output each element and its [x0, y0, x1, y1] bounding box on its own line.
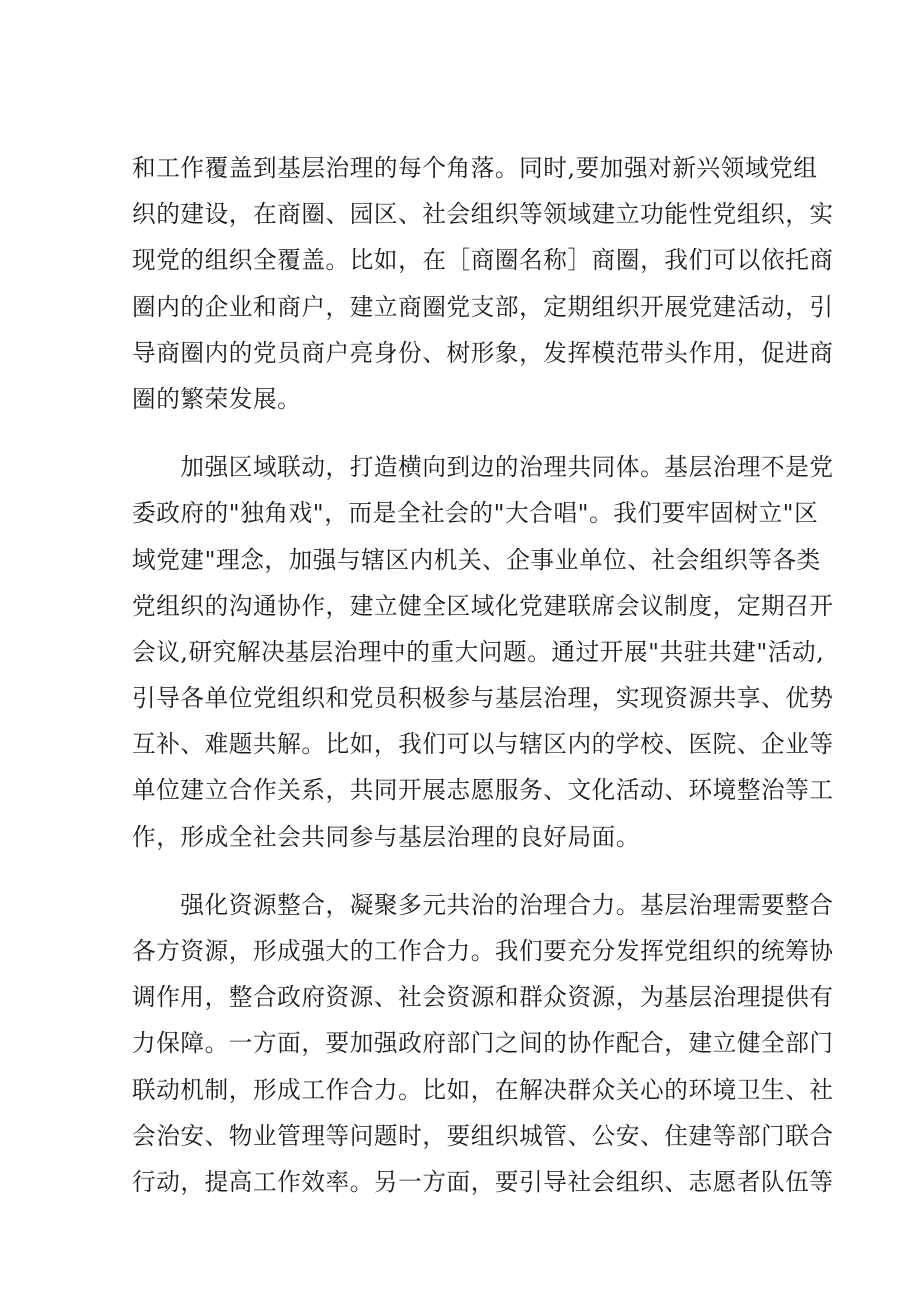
text-line: 委政府的"独角戏"，而是全社会的"大合唱"。我们要牢固树立"区 [132, 499, 819, 528]
text-line: 域党建"理念，加强与辖区内机关、企事业单位、社会组织等各类 [132, 545, 821, 574]
text-line: 互补、难题共解。比如，我们可以与辖区内的学校、医院、企业等 [132, 730, 834, 759]
text-line: 加强区域联动，打造横向到边的治理共同体。基层治理不是党 [132, 453, 834, 482]
document-body [132, 145, 834, 1205]
text-line: 各方资源，形成强大的工作合力。我们要充分发挥党组织的统筹协 [132, 937, 834, 965]
text-line: 会议,研究解决基层治理中的重大问题。通过开展"共驻共建"活动, [132, 637, 825, 666]
paragraph-spacer [132, 860, 796, 882]
text-line: 强化资源整合，凝聚多元共治的治理合力。基层治理需要整合 [132, 890, 834, 919]
text-line: 党组织的沟通协作，建立健全区域化党建联席会议制度，定期召开 [132, 591, 834, 620]
text-line: 和工作覆盖到基层治理的每个角落。同时,要加强对新兴领域党组 [132, 154, 818, 182]
text-line: 织的建设，在商圈、园区、社会组织等领域建立功能性党组织，实 [132, 200, 834, 229]
text-line: 引导各单位党组织和党员积极参与基层治理，实现资源共享、优势 [132, 684, 834, 713]
text-line: 联动机制，形成工作合力。比如，在解决群众关心的环境卫生、社 [132, 1075, 834, 1104]
paragraph-1 [132, 145, 834, 422]
text-line: 作，形成全社会共同参与基层治理的良好局面。 [132, 822, 641, 851]
text-line: 调作用，整合政府资源、社会资源和群众资源，为基层治理提供有 [132, 983, 834, 1012]
text-line: 会治安、物业管理等问题时，要组织城管、公安、住建等部门联合 [132, 1121, 834, 1150]
paragraph-2 [132, 444, 834, 860]
text-line: 导商圈内的党员商户亮身份、树形象，发挥模范带头作用，促进商 [132, 338, 834, 367]
text-line: 力保障。一方面，要加强政府部门之间的协作配合，建立健全部门 [132, 1029, 834, 1058]
text-line: 现党的组织全覆盖。比如，在［商圈名称］商圈，我们可以依托商 [132, 246, 834, 275]
text-line: 圈内的企业和商户，建立商圈党支部，定期组织开展党建活动，引 [132, 292, 834, 321]
text-line: 圈的繁荣发展。 [132, 384, 302, 413]
text-line: 行动，提高工作效率。另一方面，要引导社会组织、志愿者队伍等 [132, 1167, 834, 1196]
text-line: 单位建立合作关系，共同开展志愿服务、文化活动、环境整治等工 [132, 776, 834, 805]
paragraph-3 [132, 882, 834, 1205]
paragraph-spacer [132, 422, 796, 444]
